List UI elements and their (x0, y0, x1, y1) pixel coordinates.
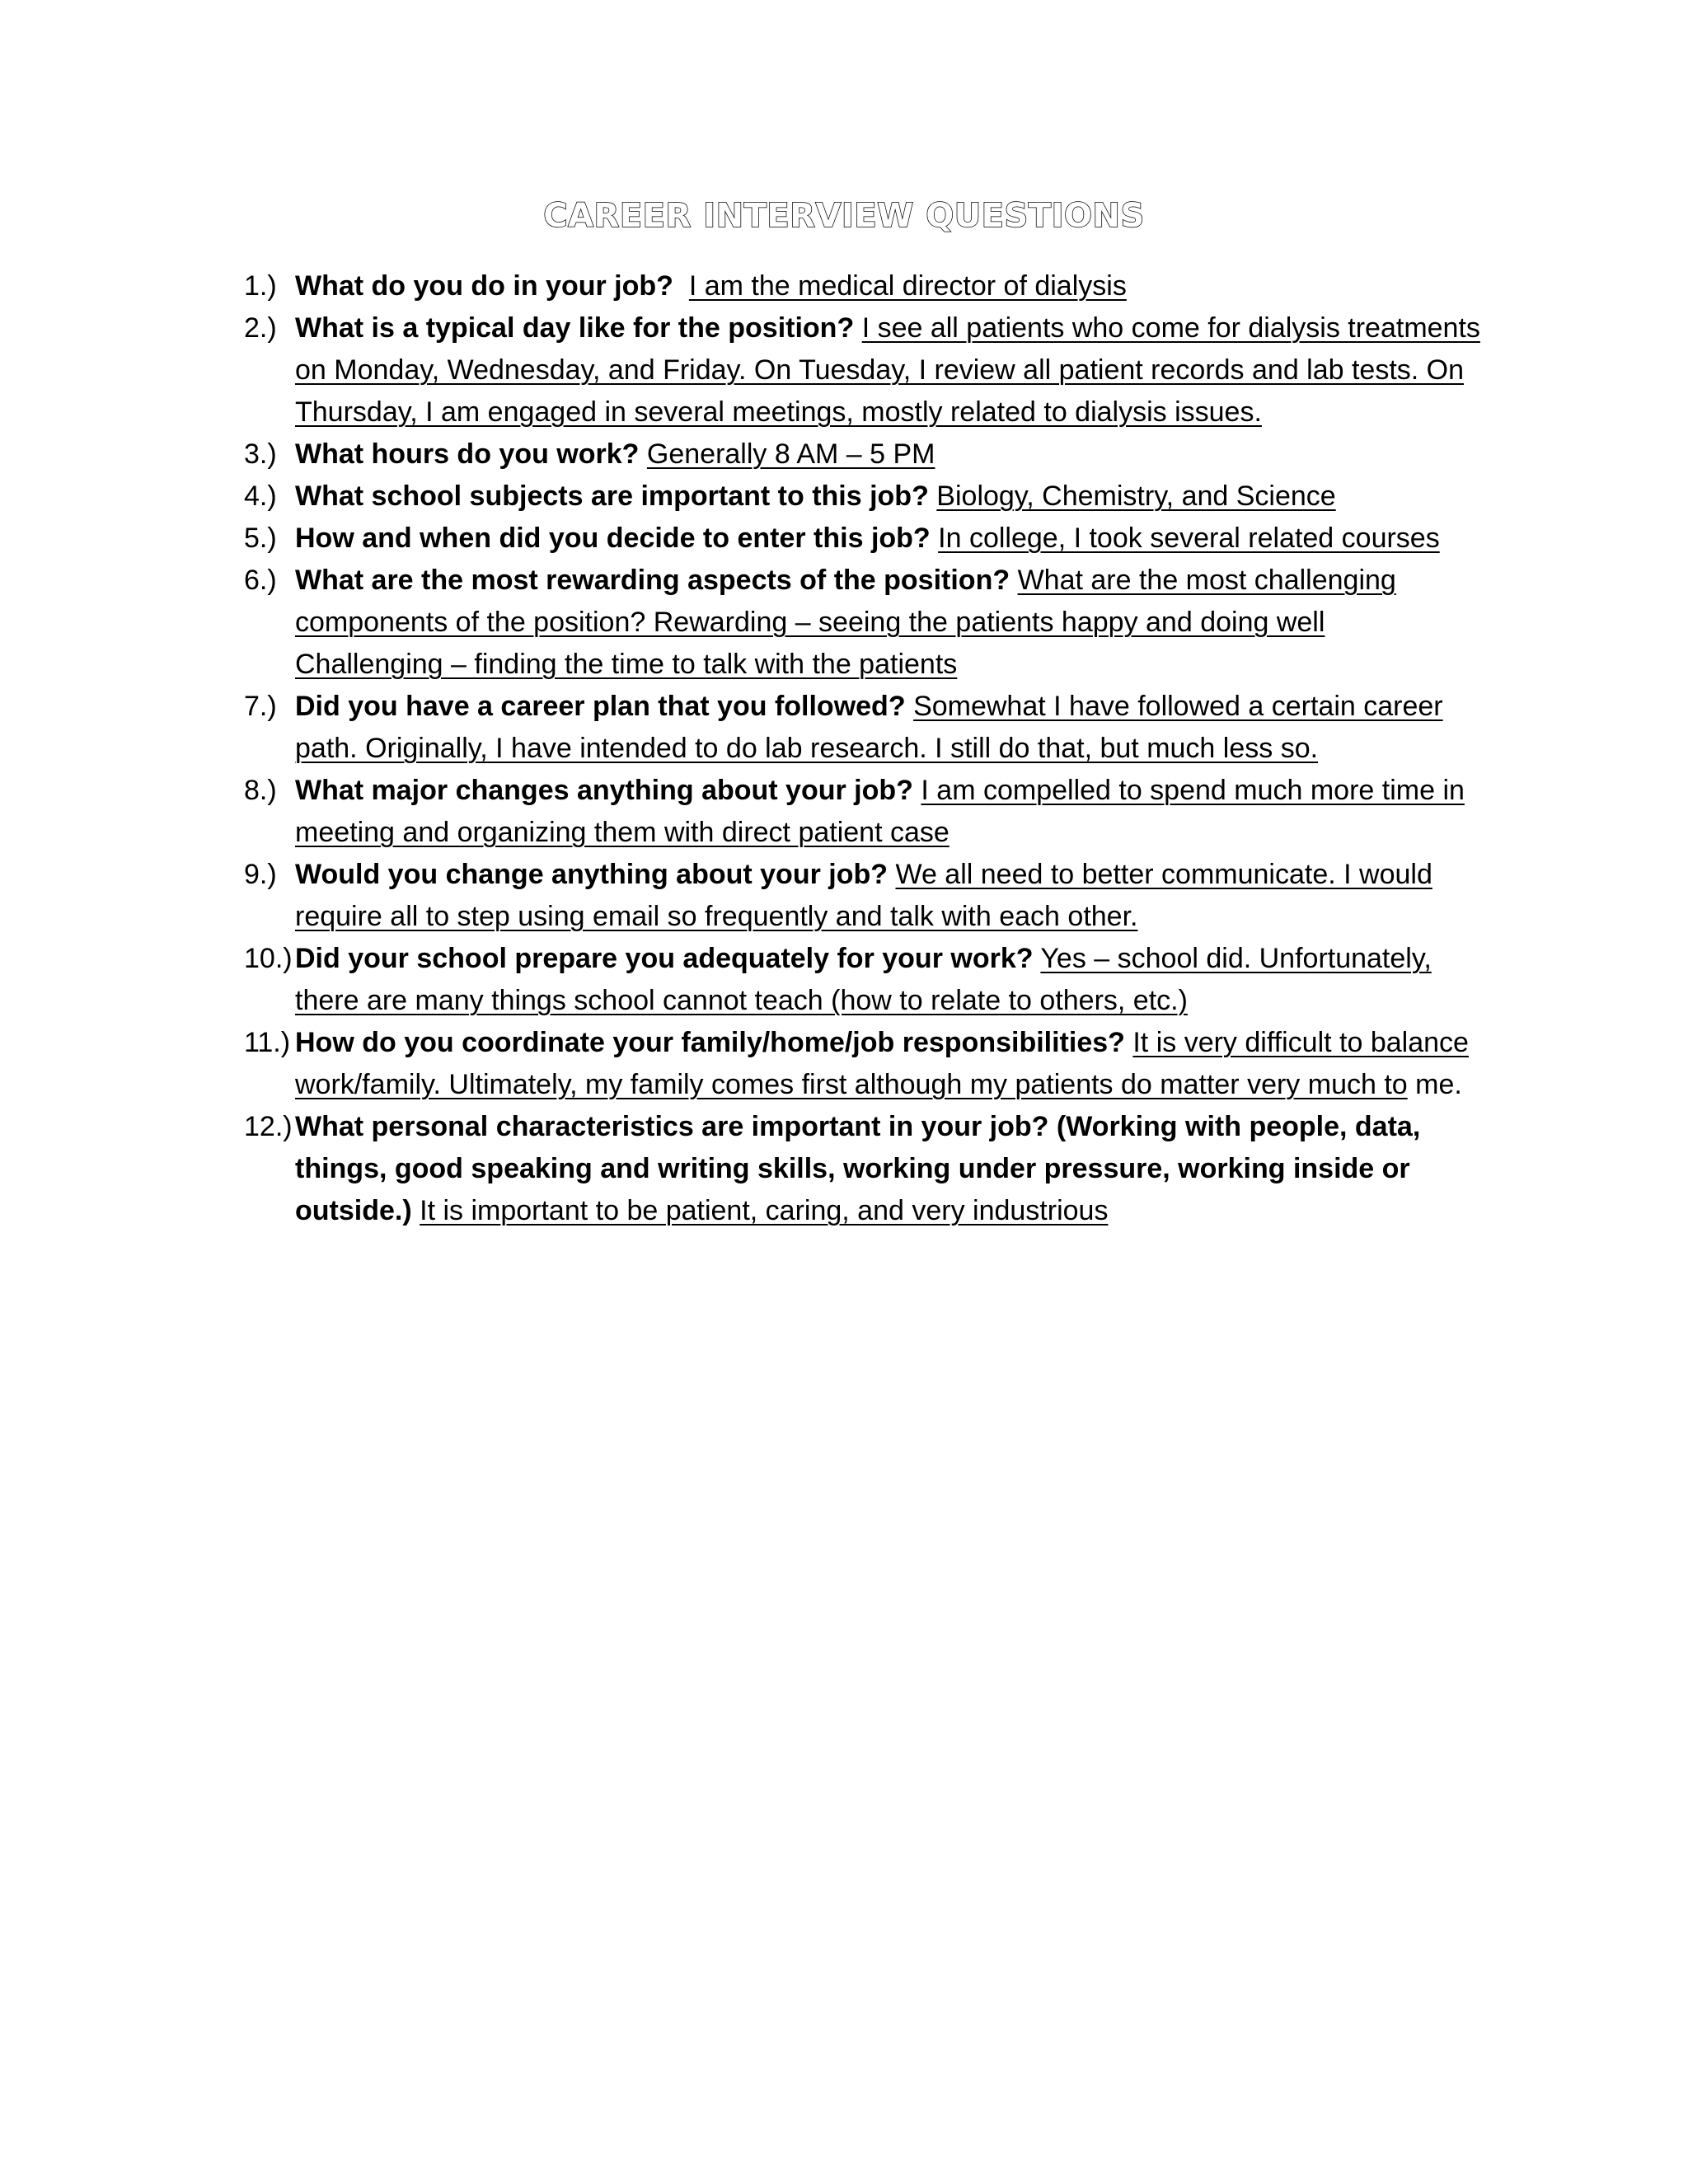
question-number: 6.) (244, 565, 277, 596)
answer-text: We all need to better communicate. I would require all to step using email so frequently and talk with each other. (295, 859, 1432, 932)
list-item (244, 518, 1480, 560)
answer-text: Biology, Chemistry, and Science (936, 480, 1336, 512)
question-number: 12.) (244, 1111, 293, 1142)
list-item (244, 938, 1480, 1022)
list-item (244, 307, 1480, 434)
question-text: What major changes anything about your job? (295, 775, 913, 806)
answer-text: Yes – school did. Unfortunately, there are many things school cannot teach (how to relate to others, etc.) (295, 943, 1432, 1016)
list-item (244, 434, 1480, 476)
list-item (244, 686, 1480, 770)
question-text: What are the most rewarding aspects of the position? (295, 565, 1010, 596)
question-text: What school subjects are important to this job? (295, 480, 929, 512)
answer-text: I am compelled to spend much more time in meeting and organizing them with direct patient case (295, 775, 1465, 848)
question-number: 5.) (244, 523, 277, 554)
question-number: 8.) (244, 775, 277, 806)
question-number: 4.) (244, 480, 277, 512)
answer-text: What are the most challenging components of the position? Rewarding – seeing the patients happy and doing well Challenging – finding the time to talk with the patients (295, 565, 1396, 680)
list-item (244, 265, 1480, 307)
page-title: CAREER INTERVIEW QUESTIONS (543, 197, 1145, 235)
answer-text: I am the medical director of dialysis (688, 270, 1127, 302)
question-text: What is a typical day like for the position? (295, 312, 855, 344)
question-text: What hours do you work? (295, 438, 640, 470)
answer-text: It is very difficult to balance work/family. Ultimately, my family comes first although my patients do matter very much to (295, 1027, 1469, 1100)
list-item (244, 854, 1480, 938)
question-text: What personal characteristics are important in your job? (Working with people, data, things, good speaking and writing skills, working under pressure, working inside or outside.) (295, 1111, 1421, 1226)
question-number: 7.) (244, 691, 277, 722)
answer-tail: me. (1407, 1069, 1462, 1100)
question-number: 9.) (244, 859, 277, 890)
question-number: 11.) (244, 1027, 291, 1058)
question-text: Did your school prepare you adequately for your work? (295, 943, 1034, 974)
question-number: 3.) (244, 438, 277, 470)
answer-text: Somewhat I have followed a certain career path. Originally, I have intended to do lab research. I still do that, but much less so. (295, 691, 1443, 764)
list-item (244, 1106, 1480, 1232)
question-number: 2.) (244, 312, 277, 344)
question-text: Would you change anything about your job? (295, 859, 889, 890)
list-item (244, 770, 1480, 854)
question-number: 10.) (244, 943, 293, 974)
answer-text: Generally 8 AM – 5 PM (646, 438, 935, 470)
list-item (244, 1022, 1480, 1106)
answer-text: I see all patients who come for dialysis treatments on Monday, Wednesday, and Friday. On Tuesday, I review all patient records and lab tests. On Thursday, I am engaged in several meetings, mostly related to dialysis issues. (295, 312, 1480, 428)
answer-text: In college, I took several related courses (938, 523, 1440, 554)
question-text: How and when did you decide to enter this job? (295, 523, 931, 554)
answer-text: It is important to be patient, caring, and very industrious (420, 1195, 1109, 1226)
question-number: 1.) (244, 270, 277, 302)
list-item (244, 560, 1480, 686)
question-text: What do you do in your job? (295, 270, 673, 302)
question-text: Did you have a career plan that you followed? (295, 691, 906, 722)
list-item (244, 476, 1480, 518)
question-list (244, 265, 1480, 1232)
question-text: How do you coordinate your family/home/job responsibilities? (295, 1027, 1125, 1058)
